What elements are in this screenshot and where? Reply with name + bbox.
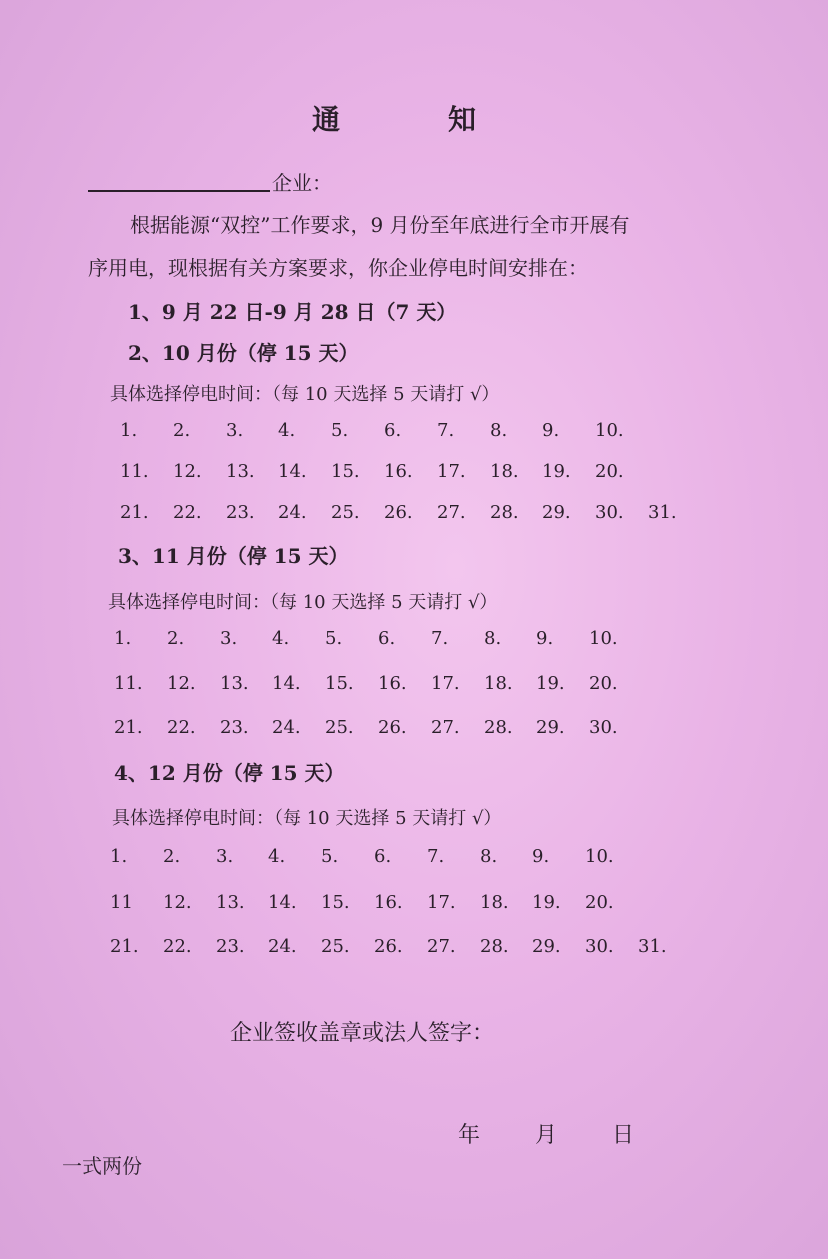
day-option: 2. <box>163 846 181 867</box>
day-option: 27. <box>427 936 456 957</box>
section-3-instruction: 具体选择停电时间：（每 10 天选择 5 天请打 √） <box>108 592 498 613</box>
day-option: 30. <box>585 936 614 957</box>
day-option: 31. <box>638 936 667 957</box>
day-option: 6. <box>374 846 392 867</box>
day-option: 2. <box>167 628 185 649</box>
day-row <box>114 628 714 658</box>
day-option: 4. <box>268 846 286 867</box>
day-option: 15. <box>331 461 360 482</box>
day-option: 10. <box>585 846 614 867</box>
day-option: 14. <box>278 461 307 482</box>
day-option: 8. <box>490 420 508 441</box>
day-option: 26. <box>378 717 407 738</box>
day-option: 7. <box>437 420 455 441</box>
day-option: 12. <box>167 673 196 694</box>
day-option: 6. <box>378 628 396 649</box>
day-option: 1. <box>114 628 132 649</box>
day-option: 13. <box>220 673 249 694</box>
day-option: 3. <box>226 420 244 441</box>
day-option: 19. <box>536 673 565 694</box>
copies-note: 一式两份 <box>62 1154 142 1178</box>
day-option: 25. <box>321 936 350 957</box>
day-option: 12. <box>173 461 202 482</box>
addressee-suffix: 企业： <box>272 171 332 195</box>
section-1-heading: 1、9 月 22 日-9 月 28 日（7 天） <box>128 300 457 324</box>
day-row <box>110 936 710 966</box>
day-option: 15. <box>321 892 350 913</box>
day-option: 9. <box>542 420 560 441</box>
day-option: 26. <box>384 502 413 523</box>
day-option: 13. <box>216 892 245 913</box>
day-option: 3. <box>220 628 238 649</box>
day-option: 22. <box>173 502 202 523</box>
day-option: 20. <box>589 673 618 694</box>
day-option: 26. <box>374 936 403 957</box>
day-option: 25. <box>325 717 354 738</box>
day-option: 30. <box>589 717 618 738</box>
day-option: 24. <box>278 502 307 523</box>
day-option: 18. <box>480 892 509 913</box>
day-option: 8. <box>484 628 502 649</box>
day-option: 5. <box>331 420 349 441</box>
day-option: 21. <box>120 502 149 523</box>
section-3-heading: 3、11 月份（停 15 天） <box>118 544 349 568</box>
day-option: 3. <box>216 846 234 867</box>
day-option: 1. <box>110 846 128 867</box>
day-option: 16. <box>378 673 407 694</box>
day-option: 28. <box>490 502 519 523</box>
day-option: 2. <box>173 420 191 441</box>
day-option: 9. <box>532 846 550 867</box>
day-option: 8. <box>480 846 498 867</box>
section-2-heading: 2、10 月份（停 15 天） <box>128 341 359 365</box>
day-row <box>114 717 714 747</box>
day-option: 21. <box>114 717 143 738</box>
day-option: 7. <box>427 846 445 867</box>
day-option: 4. <box>278 420 296 441</box>
day-option: 21. <box>110 936 139 957</box>
day-option: 25. <box>331 502 360 523</box>
day-option: 18. <box>490 461 519 482</box>
day-option: 29. <box>532 936 561 957</box>
day-option: 11 <box>110 892 133 913</box>
day-option: 13. <box>226 461 255 482</box>
signature-label: 企业签收盖章或法人签字： <box>230 1021 495 1046</box>
day-row <box>114 673 714 703</box>
day-option: 17. <box>431 673 460 694</box>
day-option: 5. <box>321 846 339 867</box>
day-option: 17. <box>437 461 466 482</box>
day-option: 23. <box>216 936 245 957</box>
day-option: 29. <box>536 717 565 738</box>
day-option: 15. <box>325 673 354 694</box>
day-option: 6. <box>384 420 402 441</box>
day-option: 5. <box>325 628 343 649</box>
day-option: 9. <box>536 628 554 649</box>
date-month-label: 月 <box>535 1123 558 1148</box>
day-option: 23. <box>226 502 255 523</box>
day-row <box>120 502 720 532</box>
intro-line-1: 根据能源“双控”工作要求，9 月份至年底进行全市开展有 <box>130 213 630 237</box>
day-row <box>110 892 710 922</box>
day-option: 19. <box>532 892 561 913</box>
document-title: 通 知 <box>311 103 516 136</box>
day-row <box>110 846 710 876</box>
day-option: 14. <box>272 673 301 694</box>
day-option: 22. <box>167 717 196 738</box>
day-option: 14. <box>268 892 297 913</box>
section-4-heading: 4、12 月份（停 15 天） <box>114 761 345 785</box>
day-option: 17. <box>427 892 456 913</box>
day-option: 19. <box>542 461 571 482</box>
day-option: 22. <box>163 936 192 957</box>
day-option: 28. <box>484 717 513 738</box>
section-2-instruction: 具体选择停电时间：（每 10 天选择 5 天请打 √） <box>110 384 500 405</box>
day-option: 16. <box>384 461 413 482</box>
day-option: 11. <box>114 673 143 694</box>
day-option: 11. <box>120 461 149 482</box>
day-option: 24. <box>268 936 297 957</box>
day-option: 30. <box>595 502 624 523</box>
day-option: 16. <box>374 892 403 913</box>
intro-line-2: 序用电，现根据有关方案要求，你企业停电时间安排在： <box>88 256 588 280</box>
day-option: 4. <box>272 628 290 649</box>
day-option: 18. <box>484 673 513 694</box>
day-option: 20. <box>585 892 614 913</box>
enterprise-name-blank <box>88 190 270 192</box>
date-day-label: 日 <box>612 1123 635 1148</box>
day-option: 24. <box>272 717 301 738</box>
day-option: 7. <box>431 628 449 649</box>
day-option: 12. <box>163 892 192 913</box>
date-year-label: 年 <box>458 1123 481 1148</box>
section-4-instruction: 具体选择停电时间：（每 10 天选择 5 天请打 √） <box>112 808 502 829</box>
day-option: 1. <box>120 420 138 441</box>
day-option: 10. <box>595 420 624 441</box>
day-option: 27. <box>431 717 460 738</box>
day-option: 28. <box>480 936 509 957</box>
day-option: 31. <box>648 502 677 523</box>
day-option: 23. <box>220 717 249 738</box>
day-row <box>120 461 720 491</box>
day-option: 29. <box>542 502 571 523</box>
day-option: 20. <box>595 461 624 482</box>
day-option: 27. <box>437 502 466 523</box>
day-row <box>120 420 720 450</box>
day-option: 10. <box>589 628 618 649</box>
